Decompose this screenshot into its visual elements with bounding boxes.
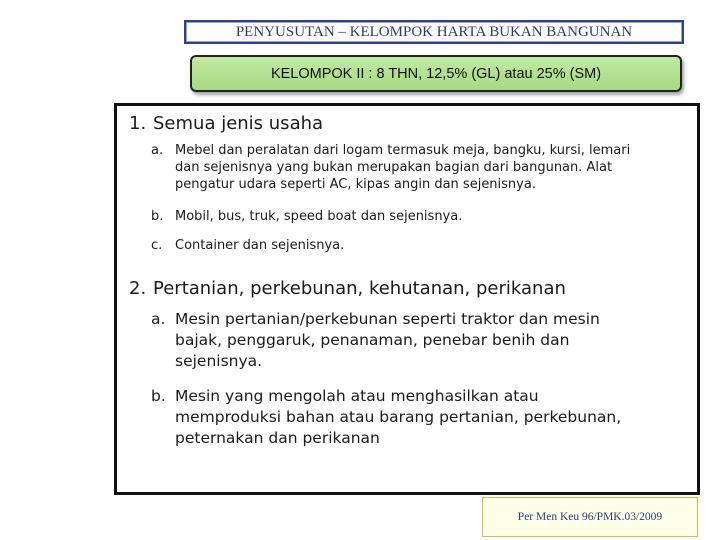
item-letter: a. (151, 143, 164, 158)
item-line: Container dan sejenisnya. (175, 238, 345, 253)
regulation-reference-box (482, 497, 698, 537)
item-line: Mebel dan peralatan dari logam termasuk meja, bangku, kursi, lemari (175, 143, 631, 158)
group-subtitle: KELOMPOK II : 8 THN, 12,5% (GL) atau 25% (SM) (270, 65, 602, 82)
title-box (184, 20, 684, 44)
item-letter: b. (151, 387, 166, 405)
item-line: memproduksi bahan atau barang pertanian, perkebunan, (175, 408, 622, 426)
item-letter: b. (151, 209, 164, 224)
section-heading-text: Pertanian, perkebunan, kehutanan, perikanan (153, 278, 566, 299)
item-line: bajak, penggaruk, penanaman, penebar benih dan (175, 331, 570, 349)
item-line: Mesin yang mengolah atau menghasilkan atau (175, 387, 539, 405)
regulation-reference: Per Men Keu 96/PMK.03/2009 (517, 511, 663, 523)
section-number: 2. (129, 278, 147, 299)
section-number: 1. (129, 113, 147, 134)
item-letter: c. (151, 238, 163, 253)
item-line: dan sejenisnya yang bukan merupakan bagian dari bangunan. Alat (175, 160, 613, 175)
item-line: pengatur udara seperti AC, kipas angin dan sejenisnya. (175, 177, 536, 192)
subtitle-banner (190, 55, 682, 92)
page-title: PENYUSUTAN – KELOMPOK HARTA BUKAN BANGUNAN (235, 23, 633, 40)
item-line: Mesin pertanian/perkebunan seperti traktor dan mesin (175, 310, 600, 328)
item-letter: a. (151, 310, 166, 328)
item-line: Mobil, bus, truk, speed boat dan sejenisnya. (175, 209, 463, 224)
content-box (114, 103, 700, 495)
section-heading-text: Semua jenis usaha (153, 113, 324, 134)
item-line: sejenisnya. (175, 352, 263, 370)
item-line: peternakan dan perikanan (175, 429, 380, 447)
